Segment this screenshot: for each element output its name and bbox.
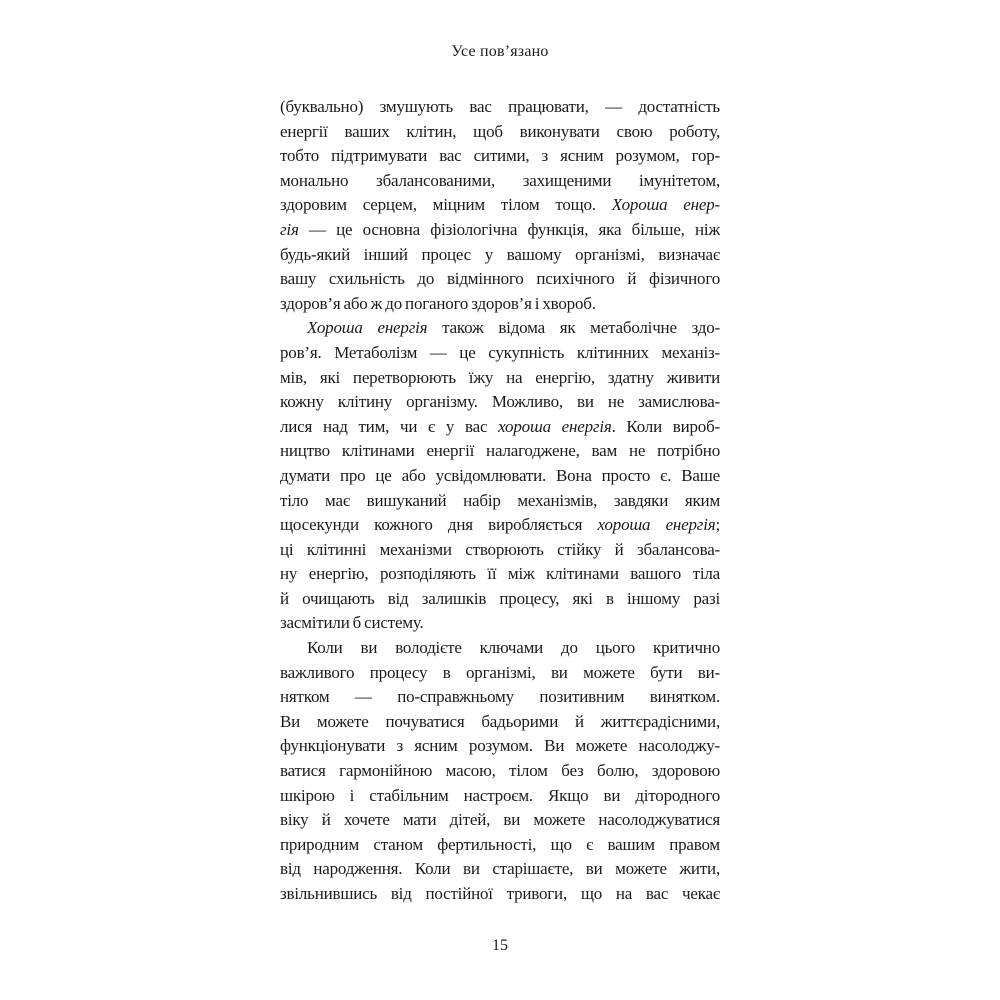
text-line <box>280 267 720 292</box>
text-line <box>280 685 720 710</box>
text-line <box>280 661 720 686</box>
text-segment: здоров’я або ж до поганого здоров’я і хвороб. <box>280 293 596 313</box>
text-segment: мів, які перетворюють їжу на енергію, здатну живити <box>280 367 720 387</box>
text-segment: природним станом фертильності, що є вашим правом <box>280 834 720 854</box>
text-line <box>280 808 720 833</box>
italic-text-segment: хороша енергія <box>597 515 716 535</box>
text-line <box>280 218 720 243</box>
text-line <box>280 439 720 464</box>
text-segment: здоровим серцем, міцним тілом тощо. <box>280 195 612 215</box>
text-line <box>280 169 720 194</box>
text-segment: . Коли вироб- <box>611 416 720 436</box>
text-line <box>280 193 720 218</box>
text-segment: вашу схильність до відмінного психічного й фізичного <box>280 269 720 289</box>
text-segment: лися над тим, чи є у вас <box>280 416 499 436</box>
text-segment: від народження. Коли ви старішаєте, ви можете жити, <box>280 859 720 879</box>
text-segment: ; <box>715 515 720 535</box>
text-line <box>280 489 720 514</box>
text-segment: звільнившись від постійної тривоги, що на вас чекає <box>280 884 720 903</box>
text-segment: Коли ви володієте ключами до цього критично <box>307 638 720 658</box>
text-column <box>280 95 720 907</box>
page-number: 15 <box>492 937 508 954</box>
text-line <box>280 95 720 120</box>
text-segment: також відома як метаболічне здо- <box>427 318 720 338</box>
text-line <box>280 538 720 563</box>
text-line <box>280 341 720 366</box>
text-line <box>280 587 720 612</box>
text-line <box>280 316 720 341</box>
text-segment: — це основна фізіологічна функція, яка більше, ніж <box>298 219 720 239</box>
italic-text-segment: гія <box>280 219 299 239</box>
text-segment: думати про це або усвідомлювати. Вона просто є. Ваше <box>280 465 720 485</box>
text-line <box>280 144 720 169</box>
text-segment: й очищають від залишків процесу, які в іншому разі <box>280 588 720 608</box>
text-line <box>280 833 720 858</box>
text-segment: тобто підтримувати вас ситими, з ясним розумом, гор- <box>280 146 720 166</box>
text-line <box>280 759 720 784</box>
text-line <box>280 366 720 391</box>
text-segment: ництво клітинами енергії налагоджене, вам не потрібно <box>280 441 720 461</box>
text-segment: функціонувати з ясним розумом. Ви можете насолоджу- <box>280 736 720 756</box>
text-line <box>280 734 720 759</box>
text-segment: засмітили б систему. <box>280 613 424 633</box>
text-segment: (буквально) змушують вас працювати, — достатність <box>280 97 720 116</box>
text-line <box>280 882 720 907</box>
text-segment: нятком — по-справжньому позитивним винятком. <box>280 687 720 707</box>
text-segment: важливого процесу в організмі, ви можете бути ви- <box>280 662 720 682</box>
text-segment: щосекунди кожного дня виробляється <box>280 515 598 535</box>
text-segment: шкірою і стабільним настроєм. Якщо ви дітородного <box>280 785 720 805</box>
text-segment: ватися гармонійною масою, тілом без болю, здоровою <box>280 761 720 781</box>
text-line <box>280 243 720 268</box>
italic-text-segment: хороша енергія <box>498 416 612 436</box>
text-line <box>280 120 720 145</box>
text-line <box>280 415 720 440</box>
text-segment: будь-який інший процес у вашому організмі, визначає <box>280 244 720 264</box>
italic-text-segment: Хороша енергія <box>307 318 428 338</box>
text-line <box>280 292 720 317</box>
text-segment: віку й хочете мати дітей, ви можете насолоджуватися <box>280 810 720 830</box>
text-line <box>280 513 720 538</box>
text-segment: кожну клітину організму. Можливо, ви не замислюва- <box>280 392 720 412</box>
text-line <box>280 636 720 661</box>
text-line <box>280 710 720 735</box>
text-segment: ці клітинні механізми створюють стійку й збалансова- <box>280 539 720 559</box>
running-header: Усе пов’язано <box>451 43 549 60</box>
text-segment: ну енергію, розподіляють її між клітинами вашого тіла <box>280 564 720 584</box>
text-segment: тіло має вишуканий набір механізмів, завдяки яким <box>280 490 720 510</box>
text-line <box>280 784 720 809</box>
text-segment: Ви можете почуватися бадьорими й життєрадісними, <box>280 711 720 731</box>
text-segment: енергії ваших клітин, щоб виконувати свою роботу, <box>280 121 720 141</box>
text-line <box>280 611 720 636</box>
text-line <box>280 390 720 415</box>
text-line <box>280 562 720 587</box>
text-segment: ров’я. Метаболізм — це сукупність клітинних механіз- <box>280 342 720 362</box>
text-line <box>280 857 720 882</box>
italic-text-segment: Хороша енер- <box>611 195 720 215</box>
text-line <box>280 464 720 489</box>
text-segment: монально збалансованими, захищеними імунітетом, <box>280 170 720 190</box>
